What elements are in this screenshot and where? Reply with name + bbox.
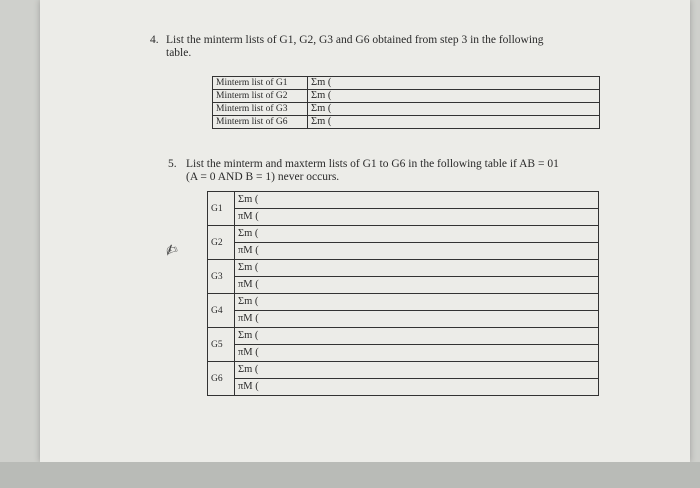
minterm-cell: Σm ( — [235, 260, 599, 277]
group-label: G5 — [208, 328, 235, 362]
question-4-number: 4. — [150, 34, 159, 46]
table-row — [208, 243, 599, 260]
handwritten-margin-mark: ✍ — [162, 239, 181, 261]
page-bottom-edge — [0, 462, 700, 488]
row-value: Σm ( — [308, 77, 600, 90]
question-4 — [150, 34, 590, 60]
table-row — [213, 90, 600, 103]
group-label: G2 — [208, 226, 235, 260]
maxterm-cell: πM ( — [235, 243, 599, 260]
table-row — [208, 294, 599, 311]
table-row — [208, 311, 599, 328]
row-value: Σm ( — [308, 90, 600, 103]
minterm-cell: Σm ( — [235, 226, 599, 243]
row-label: Minterm list of G3 — [213, 103, 308, 116]
table-row — [208, 379, 599, 396]
maxterm-cell: πM ( — [235, 311, 599, 328]
minterm-maxterm-table — [207, 191, 599, 396]
maxterm-cell: πM ( — [235, 277, 599, 294]
minterm-cell: Σm ( — [235, 362, 599, 379]
row-label: Minterm list of G2 — [213, 90, 308, 103]
group-label: G6 — [208, 362, 235, 396]
row-label: Minterm list of G6 — [213, 116, 308, 129]
row-value: Σm ( — [308, 103, 600, 116]
table-row — [208, 328, 599, 345]
row-value: Σm ( — [308, 116, 600, 129]
maxterm-cell: πM ( — [235, 345, 599, 362]
question-5 — [168, 158, 608, 184]
table-row — [208, 209, 599, 226]
question-5-text-line1: List the minterm and maxterm lists of G1 to G6 in the following table if AB = 01 — [186, 158, 559, 170]
table-row — [213, 77, 600, 90]
table-row — [208, 277, 599, 294]
group-label: G4 — [208, 294, 235, 328]
table-row — [208, 260, 599, 277]
minterm-table — [212, 76, 600, 129]
table-row — [208, 362, 599, 379]
question-4-text-line2: table. — [166, 47, 192, 59]
maxterm-cell: πM ( — [235, 379, 599, 396]
table-row — [208, 345, 599, 362]
group-label: G3 — [208, 260, 235, 294]
table-row — [213, 116, 600, 129]
question-5-number: 5. — [168, 158, 177, 170]
minterm-cell: Σm ( — [235, 192, 599, 209]
table-row — [208, 192, 599, 209]
question-5-text-line2: (A = 0 AND B = 1) never occurs. — [186, 171, 340, 183]
minterm-cell: Σm ( — [235, 328, 599, 345]
maxterm-cell: πM ( — [235, 209, 599, 226]
group-label: G1 — [208, 192, 235, 226]
table-row — [213, 103, 600, 116]
table-row — [208, 226, 599, 243]
minterm-cell: Σm ( — [235, 294, 599, 311]
row-label: Minterm list of G1 — [213, 77, 308, 90]
question-4-text-line1: List the minterm lists of G1, G2, G3 and G6 obtained from step 3 in the following — [166, 34, 544, 46]
